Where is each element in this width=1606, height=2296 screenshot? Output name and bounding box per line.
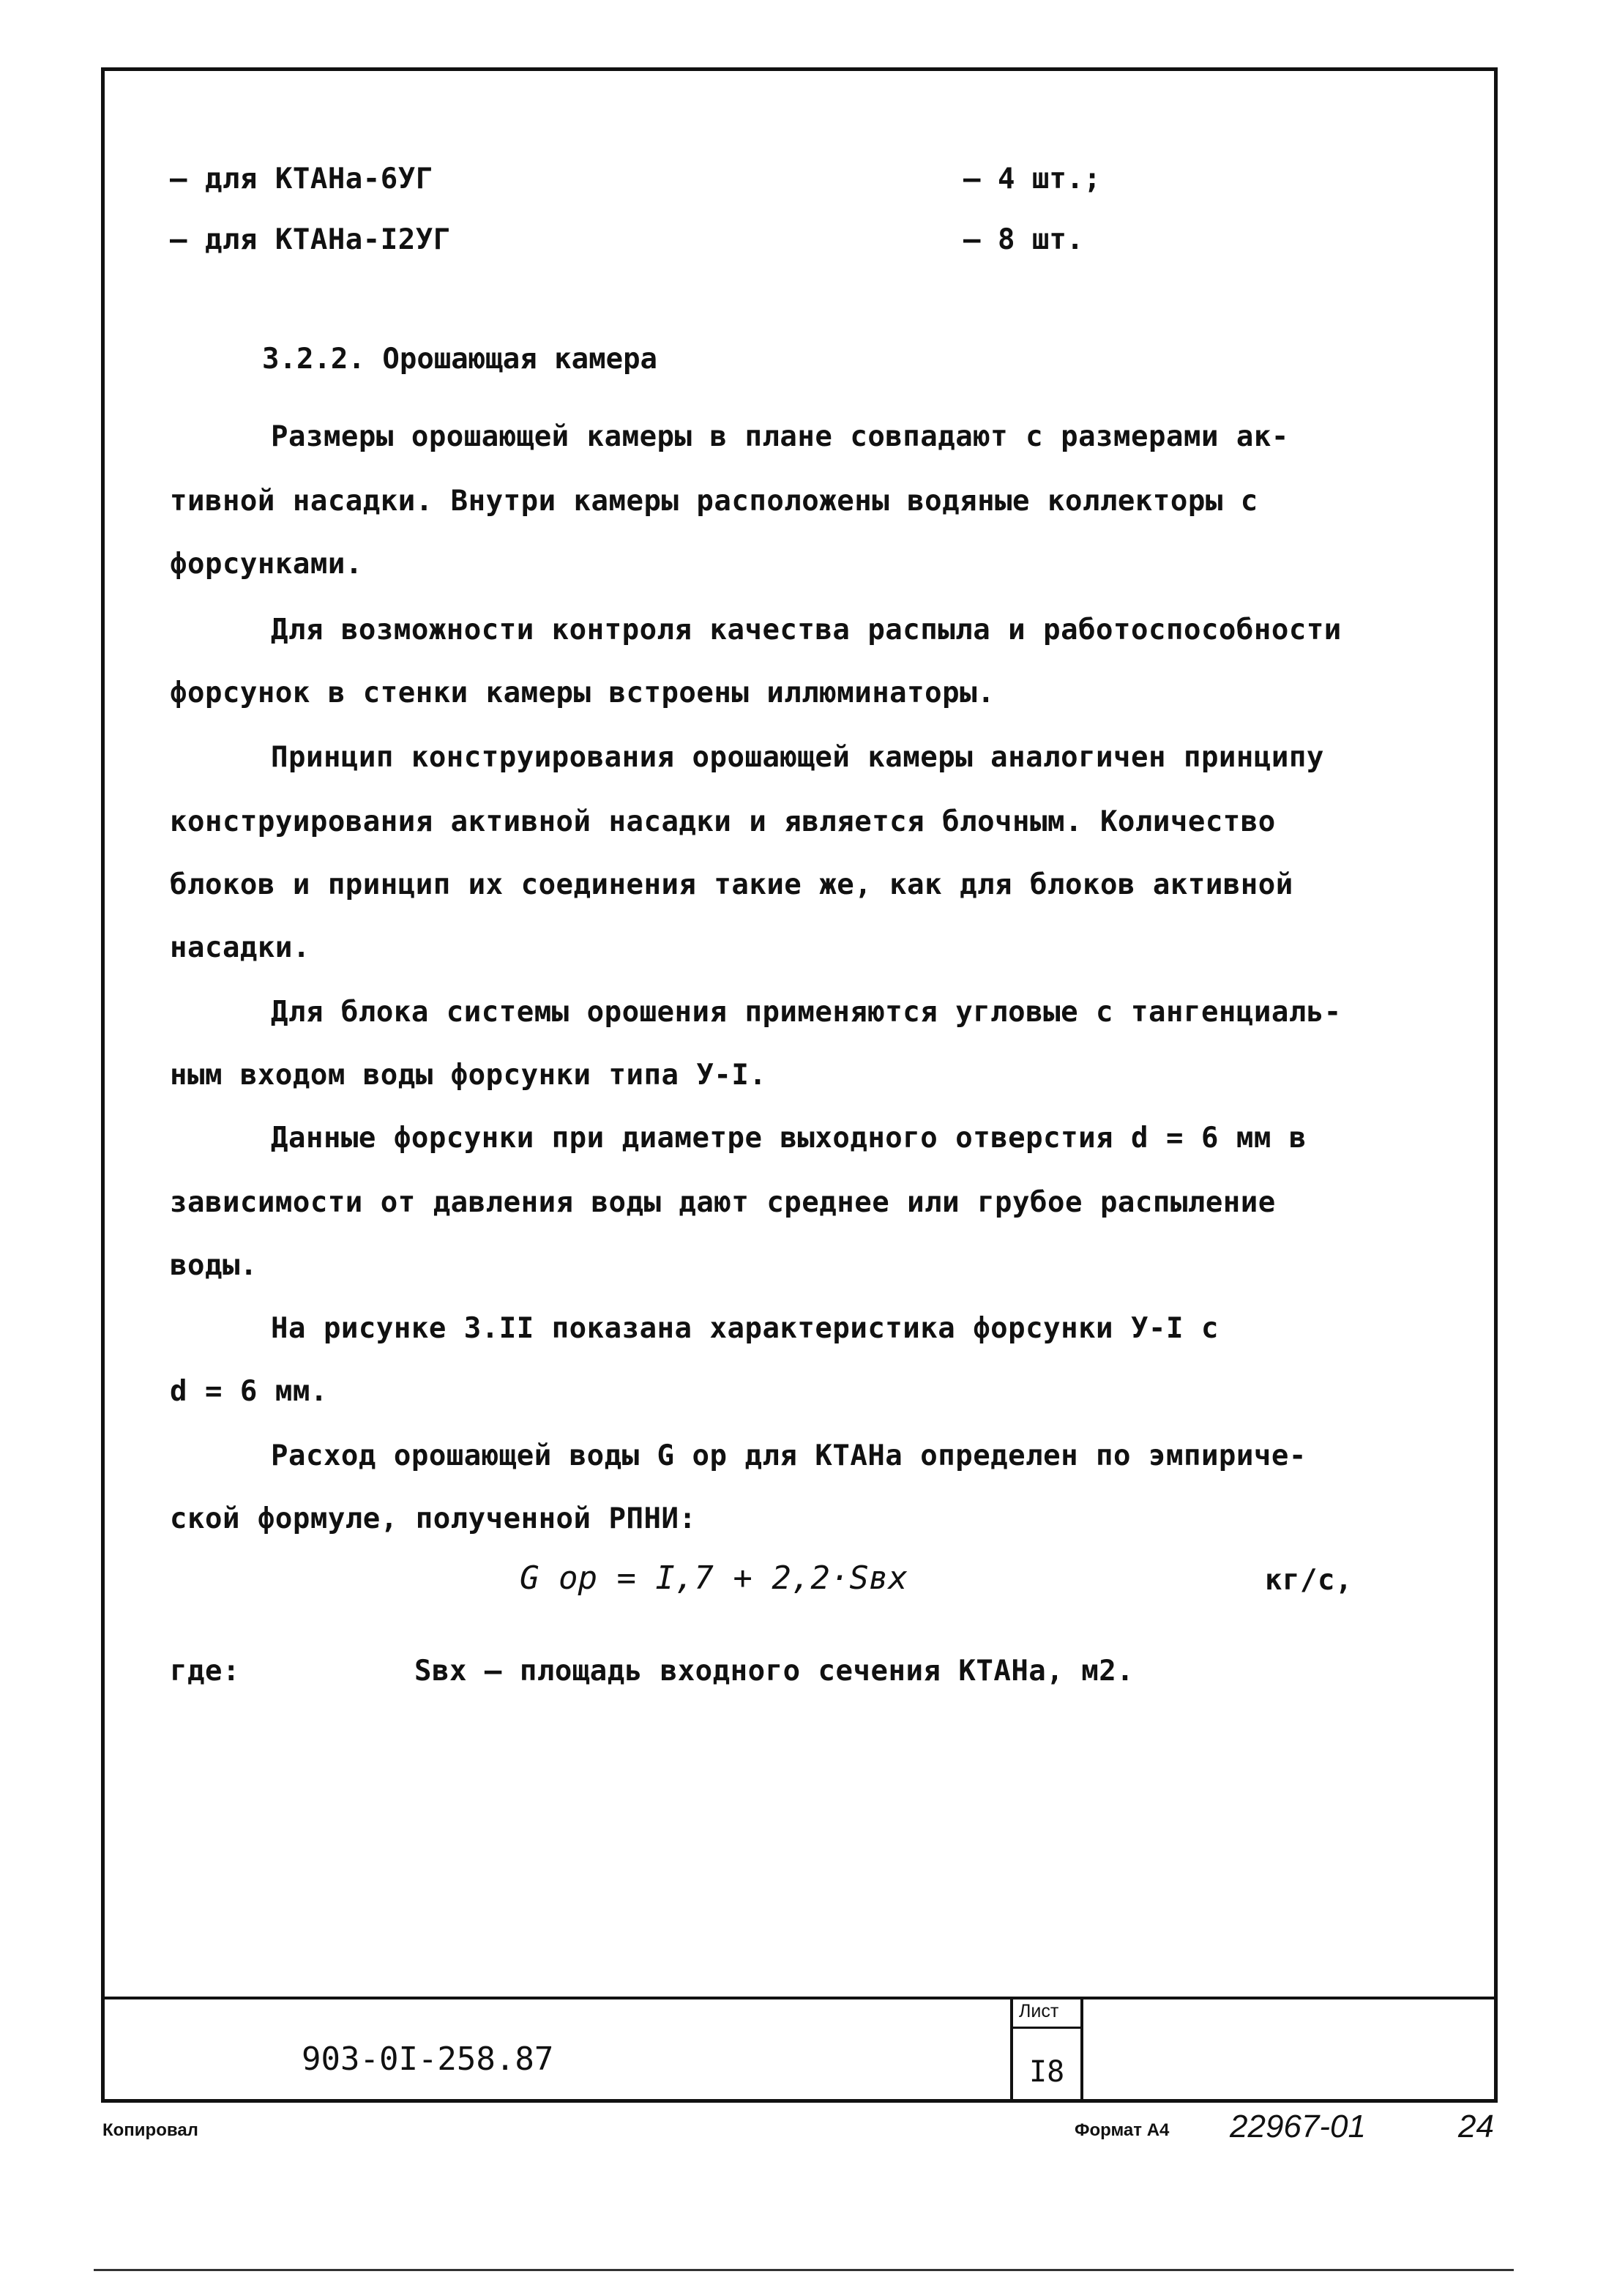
body-line: насадки. [170,931,310,964]
copied-label: Копировал [102,2120,198,2140]
body-line: ным входом воды форсунки типа У-I. [170,1059,767,1092]
body-line: Размеры орошающей камеры в плане совпадают с размерами ак- [271,420,1289,453]
list-item-value: – 8 шт. [963,223,1084,256]
body-line: ской формуле, полученной РПНИ: [170,1502,697,1535]
body-line: воды. [170,1249,258,1282]
body-line: На рисунке 3.II показана характеристика форсунки У-I с [271,1312,1219,1345]
body-line: форсунками. [170,548,363,581]
sheet-number-cell [1010,1997,1083,2103]
body-line: Для возможности контроля качества распыла и работоспособности [271,614,1342,646]
format-label: Формат А4 [1075,2120,1170,2140]
list-item-label: – для КТАНа-6УГ [170,163,433,195]
formula-expression: G ор = I,7 + 2,2·Sвх [520,1559,908,1597]
body-line: Принцип конструирования орошающей камеры аналогичен принципу [271,741,1324,774]
sheet-label-cell [1013,1997,1080,2029]
body-line: конструирования активной насадки и является блочным. Количество [170,805,1276,838]
sheet-number: I8 [1029,2055,1065,2089]
handwritten-page: 24 [1458,2109,1494,2144]
list-item-label: – для КТАНа-I2УГ [170,223,451,256]
formula-unit: кг/с, [1265,1564,1353,1597]
body-line: d = 6 мм. [170,1375,328,1408]
body-line: Для блока системы орошения применяются угловые с тангенциаль- [271,996,1342,1029]
body-line: зависимости от давления воды дают среднее или грубое распыление [170,1186,1276,1219]
body-line: Расход орошающей воды G ор для КТАНа определен по эмпириче- [271,1439,1307,1472]
body-line: форсунок в стенки камеры встроены иллюминаторы. [170,676,996,709]
list-item-value: – 4 шт.; [963,163,1101,195]
where-text: Sвх – площадь входного сечения КТАНа, м2. [414,1655,1135,1688]
where-label: где: [170,1655,240,1688]
section-heading: 3.2.2. Орошающая камера [262,343,658,376]
handwritten-code: 22967-01 [1230,2109,1366,2144]
body-line: блоков и принцип их соединения такие же, как для блоков активной [170,868,1293,901]
document-code: 903-0I-258.87 [302,2040,554,2078]
sheet-label: Лист [1019,2001,1059,2021]
body-line: Данные форсунки при диаметре выходного отверстия d = 6 мм в [271,1122,1307,1155]
body-line: тивной насадки. Внутри камеры расположены водяные коллекторы с [170,485,1258,518]
bottom-rule [94,2269,1514,2271]
